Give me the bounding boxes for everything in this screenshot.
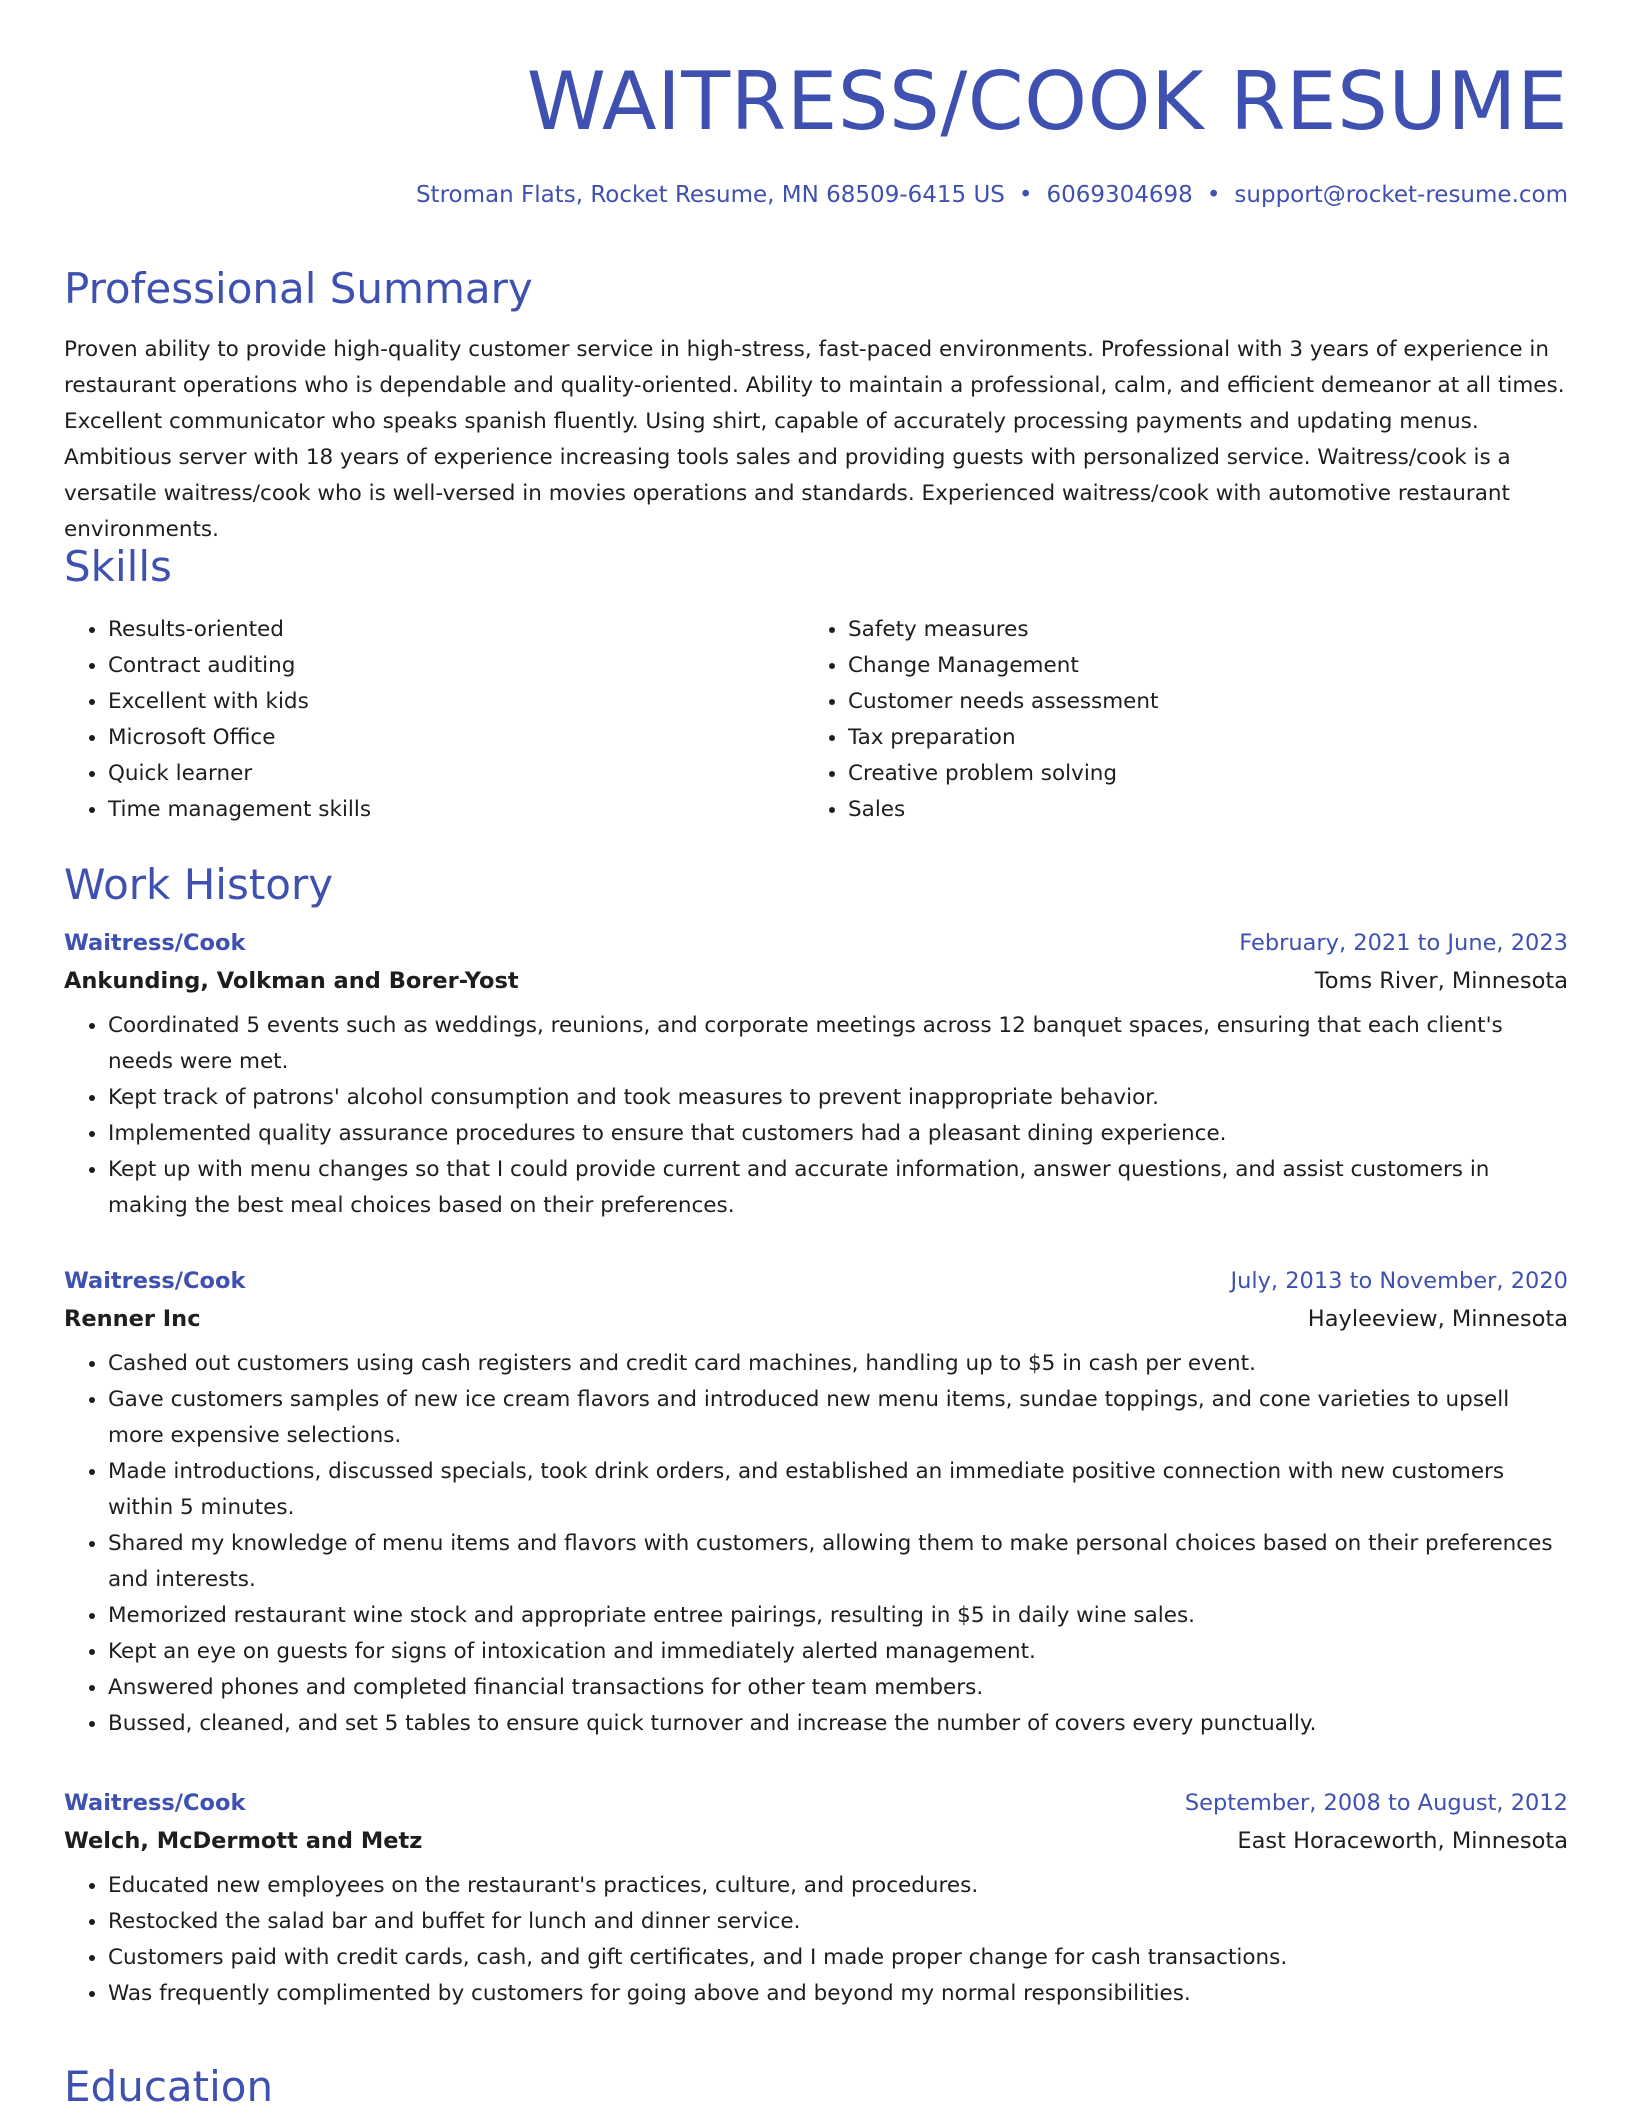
job-company-row (64, 1822, 1568, 1860)
job-entry (64, 924, 1568, 1224)
skill-item: • Time management skills (108, 792, 804, 828)
job-dates: February, 2021 to June, 2023 (1239, 930, 1568, 956)
job-location: Toms River, Minnesota (1314, 968, 1568, 994)
job-entry (64, 1262, 1568, 1742)
job-title-row (64, 1262, 1568, 1300)
job-company: Ankunding, Volkman and Borer-Yost (64, 968, 519, 994)
job-bullets (64, 1868, 1568, 2012)
contact-address: Stroman Flats, Rocket Resume, MN 68509-6415 US (415, 182, 1005, 208)
skills-heading: Skills (64, 542, 172, 591)
skill-item: • Creative problem solving (848, 756, 1544, 792)
job-title-row (64, 1784, 1568, 1822)
job-bullet: • Gave customers samples of new ice cream flavors and introduced new menu items, sundae toppings, and cone varieties to upsell more expensive selections. (108, 1382, 1568, 1454)
job-bullets (64, 1346, 1568, 1742)
contact-email[interactable]: support@rocket-resume.com (1234, 182, 1568, 208)
job-bullet: • Shared my knowledge of menu items and flavors with customers, allowing them to make personal choices based on their preferences and interests. (108, 1526, 1568, 1598)
job-title: Waitress/Cook (64, 1790, 246, 1816)
job-bullet: • Coordinated 5 events such as weddings, reunions, and corporate meetings across 12 banquet spaces, ensuring that each client's needs were met. (108, 1008, 1568, 1080)
skills-column-left (64, 612, 804, 828)
skills-list (64, 612, 1568, 828)
job-dates: July, 2013 to November, 2020 (1230, 1268, 1568, 1294)
job-entry (64, 1784, 1568, 2012)
job-bullet: • Customers paid with credit cards, cash, and gift certificates, and I made proper change for cash transactions. (108, 1940, 1568, 1976)
job-bullet: • Educated new employees on the restaurant's practices, culture, and procedures. (108, 1868, 1568, 1904)
skill-item: • Sales (848, 792, 1544, 828)
job-bullet: • Kept up with menu changes so that I could provide current and accurate information, answer questions, and assist customers in making the best meal choices based on their preferences. (108, 1152, 1568, 1224)
skill-item: • Safety measures (848, 612, 1544, 648)
job-company: Renner Inc (64, 1306, 201, 1332)
summary-text: Proven ability to provide high-quality customer service in high-stress, fast-paced environments. Professional with 3 years of experience in restaurant operations who is dependable and quality-oriented. Ability to maintain a professional, calm, and efficient demeanor at all times. Excellent communicator who speaks spanish fluently. Using shirt, capable of accurately processing payments and updating menus. Ambitious server with 18 years of experience increasing tools sales and providing guests with personalized service. Waitress/cook is a versatile waitress/cook who is well-versed in movies operations and standards. Experienced waitress/cook with automotive restaurant environments. (64, 337, 1565, 542)
skill-item: • Microsoft Office (108, 720, 804, 756)
job-bullet: • Cashed out customers using cash registers and credit card machines, handling up to $5 in cash per event. (108, 1346, 1568, 1382)
job-company-row (64, 962, 1568, 1000)
contact-separator: • (1206, 182, 1221, 208)
resume-name: WAITRESS/COOK RESUME (526, 55, 1568, 148)
job-location: East Horaceworth, Minnesota (1237, 1828, 1568, 1854)
job-bullet: • Bussed, cleaned, and set 5 tables to ensure quick turnover and increase the number of covers every punctually. (108, 1706, 1568, 1742)
contact-phone: 6069304698 (1046, 182, 1193, 208)
skill-item: • Contract auditing (108, 648, 804, 684)
skill-item: • Change Management (848, 648, 1544, 684)
job-bullets (64, 1008, 1568, 1224)
resume-header (64, 0, 1568, 152)
job-bullet: • Restocked the salad bar and buffet for lunch and dinner service. (108, 1904, 1568, 1940)
job-title: Waitress/Cook (64, 1268, 246, 1294)
skill-item: • Excellent with kids (108, 684, 804, 720)
work-history-heading: Work History (64, 860, 334, 909)
skills-column-right (804, 612, 1544, 828)
job-location: Hayleeview, Minnesota (1307, 1306, 1568, 1332)
job-bullet: • Was frequently complimented by customers for going above and beyond my normal responsibilities. (108, 1976, 1568, 2012)
job-title-row (64, 924, 1568, 962)
job-dates: September, 2008 to August, 2012 (1184, 1790, 1568, 1816)
education-heading: Education (64, 2062, 274, 2111)
contact-separator: • (1018, 182, 1033, 208)
skill-item: • Tax preparation (848, 720, 1544, 756)
skill-item: • Results-oriented (108, 612, 804, 648)
job-bullet: • Kept an eye on guests for signs of intoxication and immediately alerted management. (108, 1634, 1568, 1670)
job-bullet: • Made introductions, discussed specials, took drink orders, and established an immediate positive connection with new customers within 5 minutes. (108, 1454, 1568, 1526)
contact-line (416, 182, 1568, 208)
summary-heading: Professional Summary (64, 264, 533, 313)
job-bullet: • Memorized restaurant wine stock and appropriate entree pairings, resulting in $5 in daily wine sales. (108, 1598, 1568, 1634)
job-title: Waitress/Cook (64, 930, 246, 956)
job-bullet: • Implemented quality assurance procedures to ensure that customers had a pleasant dining experience. (108, 1116, 1568, 1152)
job-bullet: • Kept track of patrons' alcohol consumption and took measures to prevent inappropriate behavior. (108, 1080, 1568, 1116)
skill-item: • Quick learner (108, 756, 804, 792)
job-bullet: • Answered phones and completed financial transactions for other team members. (108, 1670, 1568, 1706)
skill-item: • Customer needs assessment (848, 684, 1544, 720)
job-company-row (64, 1300, 1568, 1338)
job-company: Welch, McDermott and Metz (64, 1828, 423, 1854)
